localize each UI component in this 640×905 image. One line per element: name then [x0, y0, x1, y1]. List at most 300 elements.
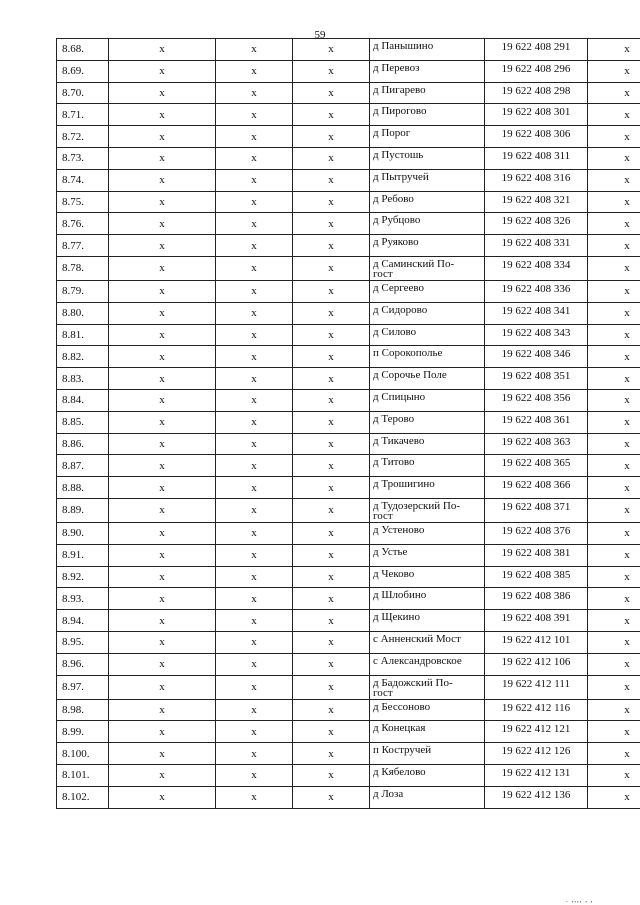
oktmo-code-cell: 19 622 412 111: [485, 675, 588, 699]
x-cell: x: [588, 368, 640, 390]
x-cell: x: [588, 389, 640, 411]
x-cell: x: [293, 786, 370, 808]
table-row: [57, 39, 640, 61]
x-cell: x: [109, 566, 216, 588]
table-row: [57, 699, 640, 721]
oktmo-code-cell: 19 622 408 381: [485, 544, 588, 566]
settlement-name: с Анненский Мост: [373, 632, 461, 645]
x-cell: x: [588, 104, 640, 126]
table-row: [57, 566, 640, 588]
x-cell: x: [109, 764, 216, 786]
row-number-cell: 8.87.: [57, 455, 109, 477]
settlement-name-continuation: гост: [373, 267, 393, 280]
oktmo-code-cell: 19 622 408 343: [485, 324, 588, 346]
x-cell: x: [293, 411, 370, 433]
table-body: [57, 39, 640, 809]
settlement-name: д Щекино: [373, 611, 420, 624]
settlement-name: д Пигарево: [373, 83, 426, 96]
x-cell: x: [293, 191, 370, 213]
settlement-name-cell: [370, 235, 485, 257]
table-row: [57, 126, 640, 148]
settlement-name-cell: [370, 256, 485, 280]
x-cell: x: [109, 104, 216, 126]
row-number-cell: 8.91.: [57, 544, 109, 566]
settlement-name: п Костручей: [373, 744, 432, 757]
settlement-name: д Руяково: [373, 236, 419, 249]
x-cell: x: [216, 675, 293, 699]
row-number-cell: 8.80.: [57, 302, 109, 324]
x-cell: x: [588, 256, 640, 280]
x-cell: x: [588, 302, 640, 324]
settlement-name-cell: [370, 39, 485, 61]
x-cell: x: [588, 721, 640, 743]
settlement-name-cell: [370, 147, 485, 169]
settlement-name: д Устье: [373, 545, 408, 558]
settlement-name-cell: [370, 566, 485, 588]
x-cell: x: [216, 60, 293, 82]
settlement-name: д Порог: [373, 127, 411, 140]
x-cell: x: [293, 368, 370, 390]
settlement-name: д Чеково: [373, 567, 415, 580]
table-row: [57, 191, 640, 213]
x-cell: x: [588, 610, 640, 632]
table-row: [57, 169, 640, 191]
settlement-name-cell: [370, 764, 485, 786]
settlement-name-cell: [370, 721, 485, 743]
x-cell: x: [588, 743, 640, 765]
settlement-name-cell: [370, 126, 485, 148]
settlement-name: д Перевоз: [373, 61, 420, 74]
settlement-name-continuation: гост: [373, 686, 393, 699]
x-cell: x: [293, 60, 370, 82]
x-cell: x: [109, 126, 216, 148]
x-cell: x: [588, 498, 640, 522]
row-number-cell: 8.82.: [57, 346, 109, 368]
x-cell: x: [588, 477, 640, 499]
x-cell: x: [216, 477, 293, 499]
row-number-cell: 8.73.: [57, 147, 109, 169]
oktmo-code-cell: 19 622 408 365: [485, 455, 588, 477]
x-cell: x: [293, 82, 370, 104]
x-cell: x: [293, 764, 370, 786]
table-row: [57, 389, 640, 411]
settlement-name-cell: [370, 455, 485, 477]
x-cell: x: [293, 699, 370, 721]
x-cell: x: [216, 346, 293, 368]
oktmo-code-cell: 19 622 412 126: [485, 743, 588, 765]
settlements-table: [56, 38, 640, 809]
x-cell: x: [293, 346, 370, 368]
x-cell: x: [216, 104, 293, 126]
x-cell: x: [109, 280, 216, 302]
table-row: [57, 631, 640, 653]
table-row: [57, 346, 640, 368]
x-cell: x: [109, 60, 216, 82]
oktmo-code-cell: 19 622 408 361: [485, 411, 588, 433]
settlement-name-cell: [370, 699, 485, 721]
settlement-name-cell: [370, 82, 485, 104]
row-number-cell: 8.86.: [57, 433, 109, 455]
row-number-cell: 8.96.: [57, 653, 109, 675]
page-number: 59: [314, 29, 326, 41]
x-cell: x: [109, 324, 216, 346]
x-cell: x: [109, 653, 216, 675]
x-cell: x: [293, 169, 370, 191]
settlement-name-cell: [370, 169, 485, 191]
x-cell: x: [216, 522, 293, 544]
oktmo-code-cell: 19 622 408 385: [485, 566, 588, 588]
settlement-name: д Устеново: [373, 523, 425, 536]
x-cell: x: [216, 764, 293, 786]
settlement-name-cell: [370, 675, 485, 699]
x-cell: x: [216, 699, 293, 721]
x-cell: x: [588, 433, 640, 455]
settlement-name-continuation: гост: [373, 509, 393, 522]
settlement-name: д Шлобино: [373, 589, 427, 602]
table-row: [57, 368, 640, 390]
x-cell: x: [216, 389, 293, 411]
x-cell: x: [588, 82, 640, 104]
x-cell: x: [293, 389, 370, 411]
settlement-name: д Бадожский По-: [373, 676, 453, 689]
x-cell: x: [109, 411, 216, 433]
settlement-name-cell: [370, 477, 485, 499]
x-cell: x: [109, 39, 216, 61]
table-row: [57, 721, 640, 743]
x-cell: x: [588, 411, 640, 433]
x-cell: x: [216, 433, 293, 455]
x-cell: x: [216, 653, 293, 675]
x-cell: x: [293, 302, 370, 324]
row-number-cell: 8.100.: [57, 743, 109, 765]
x-cell: x: [588, 653, 640, 675]
oktmo-code-cell: 19 622 408 346: [485, 346, 588, 368]
settlement-name-cell: [370, 368, 485, 390]
settlement-name: п Сорокополье: [373, 347, 443, 360]
settlement-name-cell: [370, 522, 485, 544]
x-cell: x: [109, 368, 216, 390]
x-cell: x: [588, 588, 640, 610]
x-cell: x: [109, 588, 216, 610]
oktmo-code-cell: 19 622 408 371: [485, 498, 588, 522]
x-cell: x: [293, 39, 370, 61]
x-cell: x: [216, 544, 293, 566]
x-cell: x: [588, 60, 640, 82]
oktmo-code-cell: 19 622 408 336: [485, 280, 588, 302]
x-cell: x: [109, 786, 216, 808]
row-number-cell: 8.70.: [57, 82, 109, 104]
settlement-name: д Кябелово: [373, 765, 426, 778]
settlement-name-cell: [370, 411, 485, 433]
table-row: [57, 433, 640, 455]
x-cell: x: [109, 213, 216, 235]
oktmo-code-cell: 19 622 408 311: [485, 147, 588, 169]
x-cell: x: [109, 631, 216, 653]
x-cell: x: [293, 631, 370, 653]
x-cell: x: [109, 169, 216, 191]
table-row: [57, 411, 640, 433]
x-cell: x: [293, 324, 370, 346]
x-cell: x: [293, 588, 370, 610]
row-number-cell: 8.102.: [57, 786, 109, 808]
oktmo-code-cell: 19 622 408 376: [485, 522, 588, 544]
oktmo-code-cell: 19 622 412 116: [485, 699, 588, 721]
x-cell: x: [109, 522, 216, 544]
row-number-cell: 8.81.: [57, 324, 109, 346]
x-cell: x: [109, 302, 216, 324]
settlement-name-cell: [370, 302, 485, 324]
oktmo-code-cell: 19 622 412 131: [485, 764, 588, 786]
x-cell: x: [109, 433, 216, 455]
x-cell: x: [293, 147, 370, 169]
settlement-name: д Саминский По-: [373, 257, 455, 270]
row-number-cell: 8.84.: [57, 389, 109, 411]
table-row: [57, 522, 640, 544]
settlement-name: д Рубцово: [373, 214, 421, 227]
oktmo-code-cell: 19 622 412 136: [485, 786, 588, 808]
table-row: [57, 588, 640, 610]
x-cell: x: [293, 675, 370, 699]
x-cell: x: [588, 455, 640, 477]
x-cell: x: [293, 566, 370, 588]
x-cell: x: [293, 610, 370, 632]
table-row: [57, 764, 640, 786]
x-cell: x: [293, 498, 370, 522]
table-row: [57, 653, 640, 675]
x-cell: x: [293, 477, 370, 499]
x-cell: x: [588, 235, 640, 257]
row-number-cell: 8.85.: [57, 411, 109, 433]
settlement-name-cell: [370, 743, 485, 765]
settlement-name-cell: [370, 324, 485, 346]
x-cell: x: [588, 126, 640, 148]
settlement-name: д Конецкая: [373, 722, 426, 735]
table-row: [57, 477, 640, 499]
row-number-cell: 8.90.: [57, 522, 109, 544]
settlement-name-cell: [370, 588, 485, 610]
x-cell: x: [588, 699, 640, 721]
x-cell: x: [293, 653, 370, 675]
settlement-name: д Лоза: [373, 787, 404, 800]
x-cell: x: [588, 324, 640, 346]
oktmo-code-cell: 19 622 412 101: [485, 631, 588, 653]
row-number-cell: 8.94.: [57, 610, 109, 632]
settlement-name: д Тудозерский По-: [373, 499, 461, 512]
x-cell: x: [293, 743, 370, 765]
x-cell: x: [293, 104, 370, 126]
x-cell: x: [216, 324, 293, 346]
settlement-name-cell: [370, 346, 485, 368]
oktmo-code-cell: 19 622 408 301: [485, 104, 588, 126]
oktmo-code-cell: 19 622 408 291: [485, 39, 588, 61]
oktmo-code-cell: 19 622 408 341: [485, 302, 588, 324]
x-cell: x: [109, 743, 216, 765]
table-row: [57, 82, 640, 104]
x-cell: x: [109, 82, 216, 104]
settlement-name-cell: [370, 191, 485, 213]
row-number-cell: 8.99.: [57, 721, 109, 743]
oktmo-code-cell: 19 622 408 391: [485, 610, 588, 632]
row-number-cell: 8.93.: [57, 588, 109, 610]
table-row: [57, 213, 640, 235]
settlement-name: д Ребово: [373, 192, 414, 205]
table-row: [57, 498, 640, 522]
settlement-name: д Трошигино: [373, 478, 435, 491]
x-cell: x: [588, 280, 640, 302]
x-cell: x: [293, 235, 370, 257]
oktmo-code-cell: 19 622 408 334: [485, 256, 588, 280]
oktmo-code-cell: 19 622 408 351: [485, 368, 588, 390]
oktmo-code-cell: 19 622 408 326: [485, 213, 588, 235]
row-number-cell: 8.74.: [57, 169, 109, 191]
settlement-name-cell: [370, 786, 485, 808]
settlement-name-cell: [370, 631, 485, 653]
row-number-cell: 8.89.: [57, 498, 109, 522]
row-number-cell: 8.78.: [57, 256, 109, 280]
table-row: [57, 675, 640, 699]
x-cell: x: [588, 191, 640, 213]
oktmo-code-cell: 19 622 408 356: [485, 389, 588, 411]
x-cell: x: [109, 477, 216, 499]
x-cell: x: [216, 147, 293, 169]
settlement-name-cell: [370, 433, 485, 455]
x-cell: x: [293, 721, 370, 743]
settlement-name: д Панышино: [373, 40, 434, 52]
x-cell: x: [216, 39, 293, 61]
x-cell: x: [216, 302, 293, 324]
settlement-name-cell: [370, 60, 485, 82]
x-cell: x: [216, 786, 293, 808]
settlement-name: д Пустошь: [373, 148, 424, 161]
x-cell: x: [216, 743, 293, 765]
row-number-cell: 8.92.: [57, 566, 109, 588]
table-row: [57, 743, 640, 765]
x-cell: x: [109, 610, 216, 632]
settlement-name: д Тикачево: [373, 434, 425, 447]
row-number-cell: 8.98.: [57, 699, 109, 721]
x-cell: x: [109, 191, 216, 213]
x-cell: x: [216, 126, 293, 148]
x-cell: x: [588, 786, 640, 808]
row-number-cell: 8.83.: [57, 368, 109, 390]
row-number-cell: 8.101.: [57, 764, 109, 786]
table-row: [57, 280, 640, 302]
x-cell: x: [109, 147, 216, 169]
settlement-name-cell: [370, 389, 485, 411]
table-row: [57, 256, 640, 280]
settlement-name: д Спицыно: [373, 390, 426, 403]
oktmo-code-cell: 19 622 408 363: [485, 433, 588, 455]
settlement-name-cell: [370, 544, 485, 566]
x-cell: x: [109, 544, 216, 566]
x-cell: x: [216, 721, 293, 743]
settlement-name-cell: [370, 280, 485, 302]
table-row: [57, 324, 640, 346]
row-number-cell: 8.79.: [57, 280, 109, 302]
x-cell: x: [216, 411, 293, 433]
row-number-cell: 8.68.: [57, 39, 109, 61]
scan-marks: . ,,,, , ,: [566, 896, 594, 904]
x-cell: x: [293, 126, 370, 148]
settlement-name: д Бессоново: [373, 700, 431, 713]
oktmo-code-cell: 19 622 408 321: [485, 191, 588, 213]
settlement-name-cell: [370, 104, 485, 126]
settlement-name-cell: [370, 213, 485, 235]
x-cell: x: [588, 213, 640, 235]
table-row: [57, 544, 640, 566]
x-cell: x: [216, 631, 293, 653]
settlement-name-cell: [370, 498, 485, 522]
settlement-name: д Сорочье Поле: [373, 369, 447, 382]
oktmo-code-cell: 19 622 408 366: [485, 477, 588, 499]
settlement-name: д Силово: [373, 325, 417, 338]
row-number-cell: 8.75.: [57, 191, 109, 213]
x-cell: x: [588, 346, 640, 368]
table-row: [57, 60, 640, 82]
row-number-cell: 8.69.: [57, 60, 109, 82]
x-cell: x: [216, 169, 293, 191]
row-number-cell: 8.71.: [57, 104, 109, 126]
table-row: [57, 302, 640, 324]
row-number-cell: 8.72.: [57, 126, 109, 148]
x-cell: x: [216, 588, 293, 610]
x-cell: x: [216, 566, 293, 588]
oktmo-code-cell: 19 622 408 298: [485, 82, 588, 104]
x-cell: x: [588, 764, 640, 786]
x-cell: x: [216, 368, 293, 390]
x-cell: x: [293, 256, 370, 280]
x-cell: x: [588, 522, 640, 544]
x-cell: x: [293, 433, 370, 455]
row-number-cell: 8.76.: [57, 213, 109, 235]
x-cell: x: [293, 280, 370, 302]
row-number-cell: 8.77.: [57, 235, 109, 257]
x-cell: x: [588, 544, 640, 566]
oktmo-code-cell: 19 622 408 316: [485, 169, 588, 191]
x-cell: x: [216, 498, 293, 522]
table-row: [57, 147, 640, 169]
x-cell: x: [293, 544, 370, 566]
x-cell: x: [588, 39, 640, 61]
x-cell: x: [293, 213, 370, 235]
x-cell: x: [588, 169, 640, 191]
x-cell: x: [216, 213, 293, 235]
x-cell: x: [216, 280, 293, 302]
oktmo-code-cell: 19 622 408 331: [485, 235, 588, 257]
table-row: [57, 104, 640, 126]
x-cell: x: [588, 566, 640, 588]
settlement-name: д Титово: [373, 456, 415, 469]
x-cell: x: [109, 699, 216, 721]
x-cell: x: [588, 631, 640, 653]
x-cell: x: [293, 455, 370, 477]
row-number-cell: 8.88.: [57, 477, 109, 499]
x-cell: x: [109, 721, 216, 743]
x-cell: x: [109, 389, 216, 411]
x-cell: x: [216, 191, 293, 213]
table-row: [57, 235, 640, 257]
settlement-name-cell: [370, 653, 485, 675]
x-cell: x: [216, 235, 293, 257]
x-cell: x: [109, 675, 216, 699]
x-cell: x: [109, 256, 216, 280]
x-cell: x: [109, 346, 216, 368]
table-row: [57, 610, 640, 632]
settlement-name: д Сергеево: [373, 281, 424, 294]
settlement-name: д Терово: [373, 412, 415, 425]
settlement-name: д Сидорово: [373, 303, 428, 316]
oktmo-code-cell: 19 622 408 296: [485, 60, 588, 82]
